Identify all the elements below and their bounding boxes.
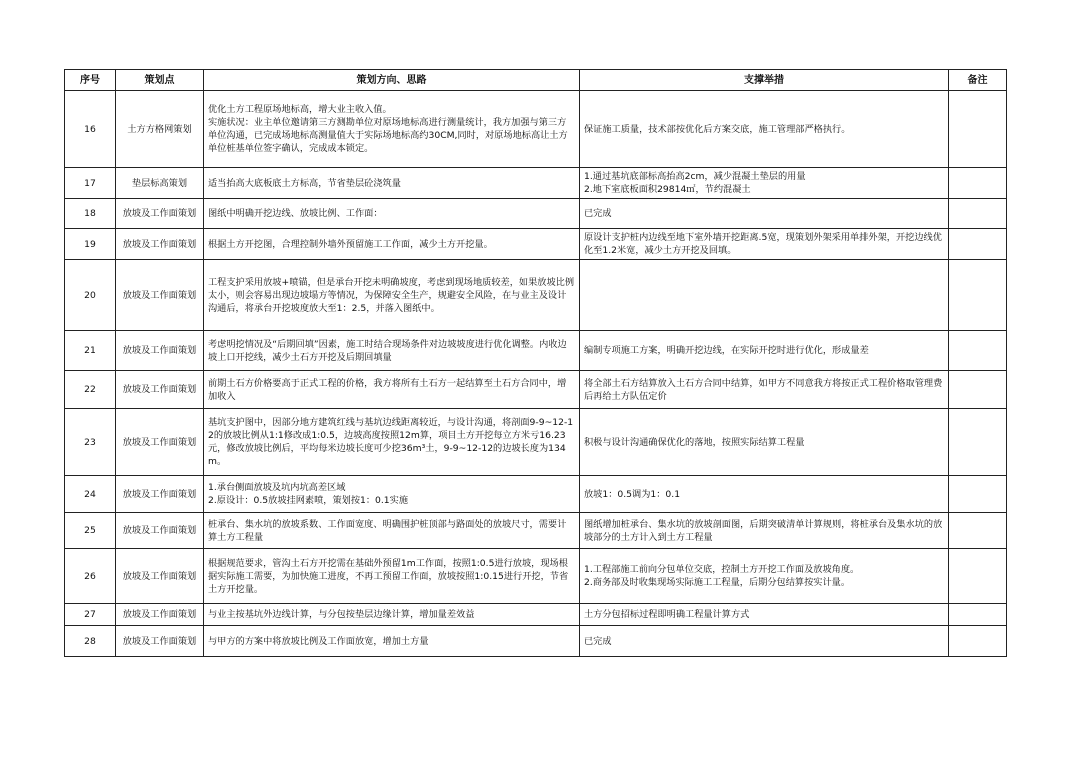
cell-no: 26	[65, 549, 116, 604]
cell-support	[580, 168, 949, 199]
cell-remark	[949, 371, 1007, 409]
cell-no: 19	[65, 229, 116, 260]
table-row	[65, 371, 1007, 409]
cell-support-line: 1.通过基坑底部标高抬高2cm，减少混凝土垫层的用量	[584, 171, 806, 182]
cell-point: 放坡及工作面策划	[116, 260, 204, 331]
table-row	[65, 626, 1007, 657]
table-row	[65, 168, 1007, 199]
cell-support	[580, 476, 949, 513]
table-row	[65, 409, 1007, 476]
cell-direction-line: 前期土石方价格要高于正式工程的价格，我方将所有土石方一起结算至土石方合同中，增加收入	[208, 377, 567, 402]
cell-support-line: 原设计支护桩内边线至地下室外墙开挖距离.5宽，现策划外架采用单排外架，开挖边线优化至1.2米宽，减少土方开挖及回填。	[584, 232, 942, 256]
cell-direction	[204, 626, 580, 657]
cell-no: 25	[65, 513, 116, 549]
cell-support-line: 2.商务部及时收集现场实际施工工程量，后期分包结算按实计量。	[584, 577, 851, 588]
header-remark: 备注	[949, 70, 1007, 91]
cell-direction-line: 工程支护采用放坡+喷锚，但是承台开挖未明确坡度，考虑到现场地质较差，如果放坡比例太小，则会容易出现边坡塌方等情况，为保障安全生产，规避安全风险，在与业主及设计沟通后，将承台开挖坡度放大至1：2.5，并落入图纸中。	[208, 276, 575, 314]
cell-support-line: 图纸增加桩承台、集水坑的放坡剖面图，后期突破清单计算规则，将桩承台及集水坑的放坡部分的土方计入到土方工程量	[584, 518, 943, 543]
cell-point: 放坡及工作面策划	[116, 229, 204, 260]
cell-direction	[204, 513, 580, 549]
cell-support	[580, 91, 949, 168]
cell-no: 18	[65, 199, 116, 229]
cell-direction	[204, 331, 580, 371]
cell-direction	[204, 168, 580, 199]
cell-support	[580, 549, 949, 604]
cell-direction-line: 根据土方开挖图，合理控制外墙外预留施工工作面，减少土方开挖量。	[208, 238, 493, 250]
cell-no: 27	[65, 604, 116, 626]
cell-direction-line: 图纸中明确开挖边线、放坡比例、工作面：	[208, 208, 383, 219]
cell-point: 垫层标高策划	[116, 168, 204, 199]
cell-support-line: 土方分包招标过程即明确工程量计算方式	[584, 609, 750, 620]
cell-remark	[949, 199, 1007, 229]
cell-support-line: 保证施工质量，技术部按优化后方案交底，施工管理部严格执行。	[584, 123, 851, 135]
cell-remark	[949, 476, 1007, 513]
table-row	[65, 476, 1007, 513]
cell-direction-line: 优化土方工程原场地标高，增大业主收入值。	[208, 104, 392, 115]
cell-support-line: 已完成	[584, 208, 612, 219]
cell-remark	[949, 604, 1007, 626]
cell-direction	[204, 91, 580, 168]
cell-remark	[949, 91, 1007, 168]
table-row	[65, 513, 1007, 549]
cell-direction	[204, 604, 580, 626]
cell-direction-line: 考虑明挖情况及“后期回填”因素，施工时结合现场条件对边坡坡度进行优化调整。内收边坡上口开挖线，减少土石方开挖及后期回填量	[208, 338, 567, 363]
cell-remark	[949, 260, 1007, 331]
cell-direction-line: 1.承台侧面放坡及坑内坑高差区域	[208, 482, 346, 493]
cell-direction-line: 与业主按基坑外边线计算，与分包按垫层边缘计算，增加量差效益	[208, 609, 475, 620]
table-row	[65, 604, 1007, 626]
planning-table	[64, 69, 1007, 657]
cell-point: 放坡及工作面策划	[116, 199, 204, 229]
header-support: 支撑举措	[580, 70, 949, 91]
table-body	[65, 91, 1007, 657]
cell-no: 16	[65, 91, 116, 168]
table-row	[65, 229, 1007, 260]
cell-no: 21	[65, 331, 116, 371]
cell-point: 放坡及工作面策划	[116, 604, 204, 626]
cell-support-line: 2.地下室底板面积29814㎡，节约混凝土	[584, 184, 751, 195]
header-no: 序号	[65, 70, 116, 91]
cell-direction-line: 适当抬高大底板底土方标高，节省垫层砼浇筑量	[208, 177, 401, 189]
cell-direction	[204, 199, 580, 229]
table-row	[65, 199, 1007, 229]
cell-direction	[204, 409, 580, 476]
table-row	[65, 549, 1007, 604]
cell-direction-line: 基坑支护图中，因部分地方建筑红线与基坑边线距离较近，与设计沟通，将剖面9-9~12-12的放坡比例从1:1修改成1:0.5，边坡高度按照12m算，项目土方开挖每立方米亏16.23元，修改放坡比例后，平均每米边坡长度可少挖36m³土，9-9~12-12的边坡长度为134m。	[208, 417, 574, 467]
cell-direction-line: 根据规范要求，管沟土石方开挖需在基础外预留1m工作面，按照1:0.5进行放坡，现场根据实际施工需要，为加快施工进度，不再工预留工作面，放坡按照1:0.15进行开挖，节省土方开挖量。	[208, 557, 569, 595]
cell-direction	[204, 476, 580, 513]
cell-no: 20	[65, 260, 116, 331]
cell-no: 17	[65, 168, 116, 199]
cell-support	[580, 260, 949, 331]
cell-support-line: 积极与设计沟通确保优化的落地，按照实际结算工程量	[584, 436, 805, 448]
cell-point: 放坡及工作面策划	[116, 371, 204, 409]
cell-point: 放坡及工作面策划	[116, 513, 204, 549]
header-direction: 策划方向、思路	[204, 70, 580, 91]
cell-direction	[204, 260, 580, 331]
cell-no: 22	[65, 371, 116, 409]
cell-point: 放坡及工作面策划	[116, 331, 204, 371]
cell-remark	[949, 626, 1007, 657]
cell-no: 28	[65, 626, 116, 657]
cell-remark	[949, 513, 1007, 549]
cell-point: 放坡及工作面策划	[116, 549, 204, 604]
header-point: 策划点	[116, 70, 204, 91]
cell-support	[580, 513, 949, 549]
cell-direction	[204, 549, 580, 604]
cell-no: 23	[65, 409, 116, 476]
cell-no: 24	[65, 476, 116, 513]
cell-support-line: 编制专项施工方案，明确开挖边线，在实际开挖时进行优化，形成量差	[584, 345, 869, 356]
cell-remark	[949, 168, 1007, 199]
cell-support	[580, 229, 949, 260]
cell-direction	[204, 371, 580, 409]
cell-remark	[949, 229, 1007, 260]
cell-direction-line: 2.原设计：0.5放坡挂网素喷，策划按1：0.1实施	[208, 495, 409, 506]
cell-point: 土方方格网策划	[116, 91, 204, 168]
cell-point: 放坡及工作面策划	[116, 626, 204, 657]
cell-support-line: 将全部土石方结算放入土石方合同中结算，如甲方不同意我方将按正式工程价格取管理费后再给土方队伍定价	[584, 377, 943, 402]
cell-remark	[949, 331, 1007, 371]
cell-support-line: 1.工程部施工前向分包单位交底，控制土方开挖工作面及放坡角度。	[584, 564, 860, 575]
cell-remark	[949, 409, 1007, 476]
cell-support	[580, 626, 949, 657]
cell-direction	[204, 229, 580, 260]
table-row	[65, 91, 1007, 168]
cell-remark	[949, 549, 1007, 604]
cell-point: 放坡及工作面策划	[116, 409, 204, 476]
cell-direction-line: 与甲方的方案中将放坡比例及工作面放宽，增加土方量	[208, 635, 429, 647]
cell-direction-line: 实施状况：业主单位邀请第三方测勘单位对原场地标高进行测量统计，我方加强与第三方单位沟通，已完成场地标高测量值大于实际场地标高约30CM,同时，对原场地标高让土方单位桩基单位签字确认，完成成本锁定。	[208, 117, 568, 154]
cell-direction-line: 桩承台、集水坑的放坡系数、工作面宽度、明确围护桩顶部与路面处的放坡尺寸，需要计算土方工程量	[208, 518, 567, 543]
cell-support	[580, 331, 949, 371]
cell-point: 放坡及工作面策划	[116, 476, 204, 513]
cell-support-line: 放坡1：0.5调为1：0.1	[584, 488, 681, 500]
cell-support	[580, 409, 949, 476]
cell-support	[580, 371, 949, 409]
table-row	[65, 331, 1007, 371]
cell-support	[580, 604, 949, 626]
cell-support-line: 已完成	[584, 635, 612, 647]
table-row	[65, 260, 1007, 331]
cell-support	[580, 199, 949, 229]
header-row	[65, 70, 1007, 91]
